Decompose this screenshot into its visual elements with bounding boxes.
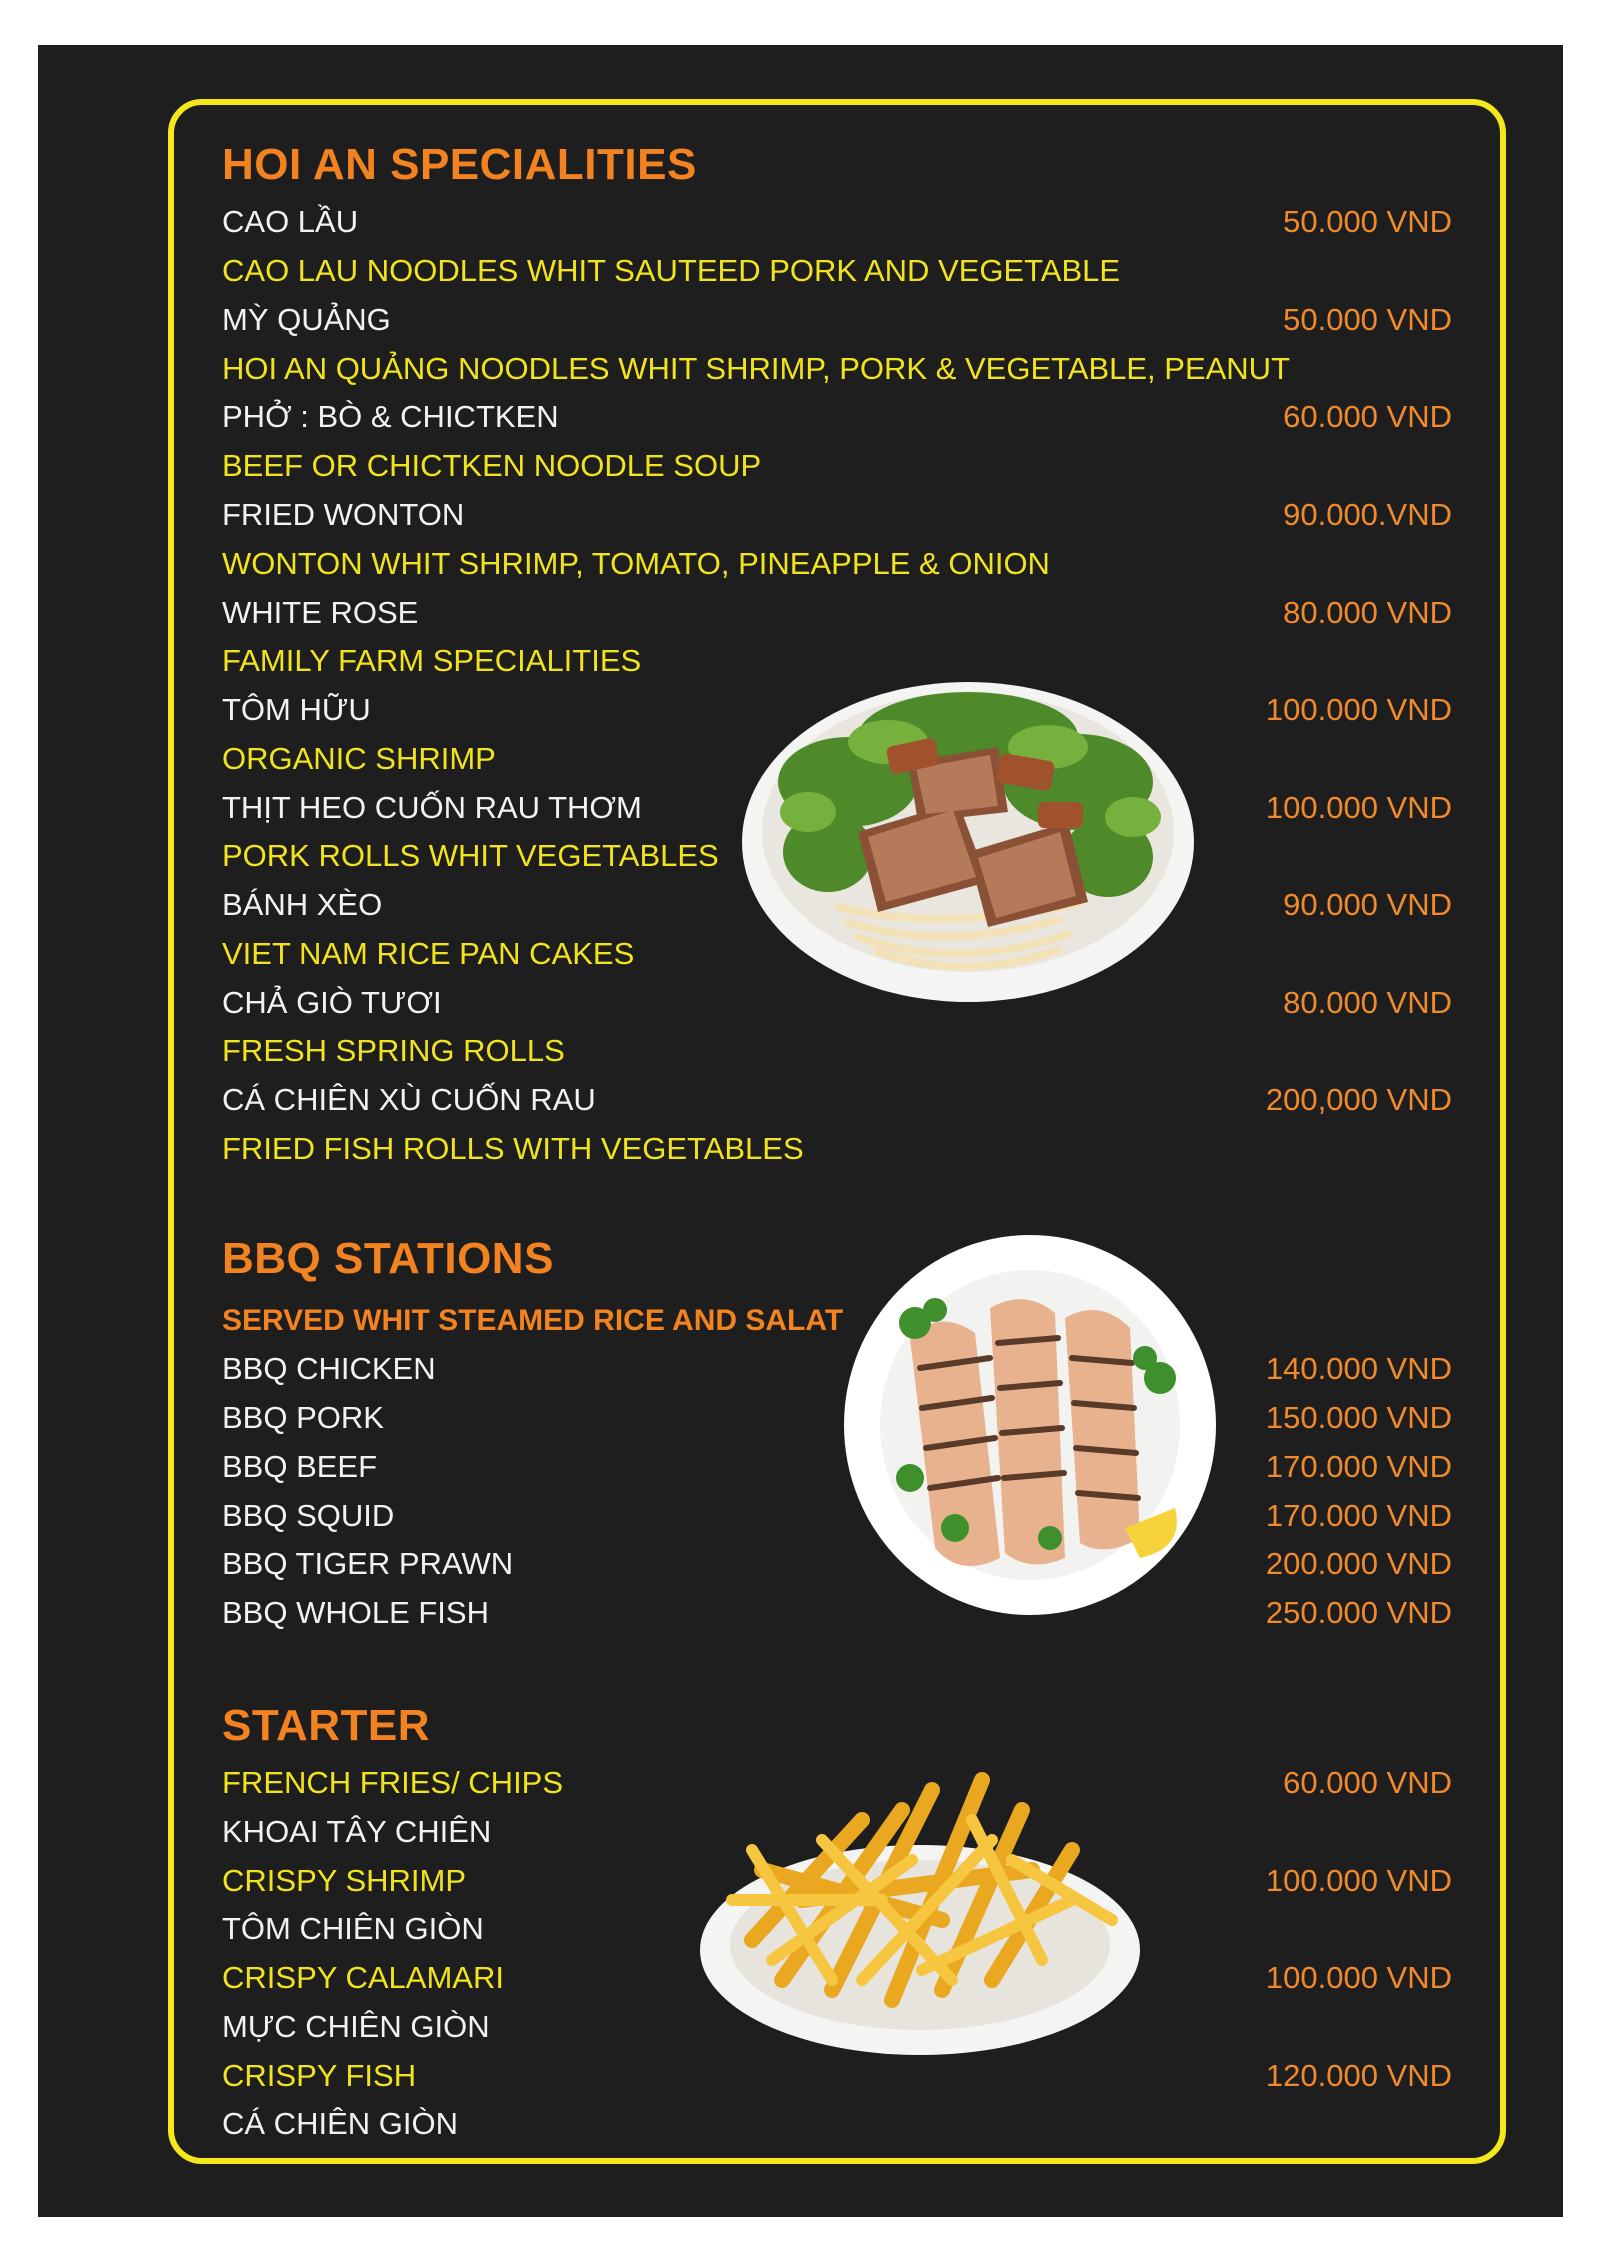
section-title-bbq: BBQ STATIONS [222, 1234, 554, 1283]
menu-item-description: PORK ROLLS WHIT VEGETABLES [222, 838, 719, 873]
menu-item-name: CAO LẦU [222, 204, 359, 239]
section-title-starter: STARTER [222, 1701, 431, 1750]
menu-item-name: PHỞ : BÒ & CHICTKEN [222, 399, 559, 434]
menu-item-name: MỲ QUẢNG [222, 302, 391, 337]
menu-item-price: 60.000 VND [1283, 1765, 1452, 1800]
menu-item-name: BBQ CHICKEN [222, 1351, 436, 1386]
menu-item-price: 100.000 VND [1265, 692, 1452, 727]
menu-item-description: FRIED FISH ROLLS WITH VEGETABLES [222, 1131, 804, 1166]
menu-item-name: BBQ PORK [222, 1400, 384, 1435]
menu-item-price: 80.000 VND [1283, 985, 1452, 1020]
menu-item-description: CAO LAU NOODLES WHIT SAUTEED PORK AND VEGETABLE [222, 253, 1121, 288]
menu-item-description: CÁ CHIÊN GIÒN [222, 2106, 458, 2141]
menu-item-description: MỰC CHIÊN GIÒN [222, 2009, 490, 2044]
menu-item-name: BBQ WHOLE FISH [222, 1595, 489, 1630]
menu-item-description: TÔM CHIÊN GIÒN [222, 1911, 484, 1946]
menu-item-price: 100.000 VND [1265, 1960, 1452, 1995]
menu-item-price: 170.000 VND [1265, 1498, 1452, 1533]
menu-item-price: 90.000 VND [1283, 887, 1452, 922]
menu-item-price: 140.000 VND [1265, 1351, 1452, 1386]
section-subtitle-bbq: SERVED WHIT STEAMED RICE AND SALAT [222, 1304, 844, 1337]
menu-item-price: 100.000 VND [1265, 790, 1452, 825]
menu-item-price: 80.000 VND [1283, 595, 1452, 630]
menu-item-name: CÁ CHIÊN XÙ CUỐN RAU [222, 1082, 596, 1117]
menu-item-name: THỊT HEO CUỐN RAU THƠM [222, 790, 642, 825]
menu-item-name: FRIED WONTON [222, 497, 465, 532]
menu-item-name: BBQ BEEF [222, 1449, 378, 1484]
menu-item-description: VIET NAM RICE PAN CAKES [222, 936, 635, 971]
menu-item-price: 60.000 VND [1283, 399, 1452, 434]
menu-item-name: CRISPY FISH [222, 2058, 417, 2093]
menu-item-description: ORGANIC SHRIMP [222, 741, 496, 776]
menu-item-name: CRISPY CALAMARI [222, 1960, 504, 1995]
menu-item-price: 150.000 VND [1265, 1400, 1452, 1435]
menu-item-name: TÔM HỮU [222, 692, 371, 727]
menu-item-price: 50.000 VND [1283, 204, 1452, 239]
menu-item-description: KHOAI TÂY CHIÊN [222, 1814, 492, 1849]
menu-item-description: FAMILY FARM SPECIALITIES [222, 643, 642, 678]
menu-item-description: FRESH SPRING ROLLS [222, 1033, 565, 1068]
menu-item-price: 250.000 VND [1265, 1595, 1452, 1630]
menu-item-price: 200,000 VND [1265, 1082, 1452, 1117]
section-title-hoi-an: HOI AN SPECIALITIES [222, 140, 697, 189]
noodle-bowl-photo [738, 652, 1198, 1012]
menu-item-name: BBQ SQUID [222, 1498, 395, 1533]
menu-item-name: FRENCH FRIES/ CHIPS [222, 1765, 564, 1800]
menu-item-price: 50.000 VND [1283, 302, 1452, 337]
menu-item-price: 170.000 VND [1265, 1449, 1452, 1484]
menu-item-description: WONTON WHIT SHRIMP, TOMATO, PINEAPPLE & ONION [222, 546, 1050, 581]
menu-item-name: BBQ TIGER PRAWN [222, 1546, 514, 1581]
french-fries-plate-photo [692, 1750, 1147, 2060]
menu-item-description: HOI AN QUẢNG NOODLES WHIT SHRIMP, PORK & VEGETABLE, PEANUT [222, 351, 1291, 386]
menu-item-price: 100.000 VND [1265, 1863, 1452, 1898]
grilled-fish-plate-photo [840, 1228, 1220, 1618]
menu-item-price: 90.000.VND [1283, 497, 1452, 532]
menu-item-name: BÁNH XÈO [222, 887, 383, 922]
menu-item-price: 120.000 VND [1265, 2058, 1452, 2093]
menu-item-description: BEEF OR CHICTKEN NOODLE SOUP [222, 448, 762, 483]
menu-item-name: CHẢ GIÒ TƯƠI [222, 985, 442, 1020]
menu-item-name: CRISPY SHRIMP [222, 1863, 467, 1898]
menu-item-price: 200.000 VND [1265, 1546, 1452, 1581]
menu-item-name: WHITE ROSE [222, 595, 419, 630]
